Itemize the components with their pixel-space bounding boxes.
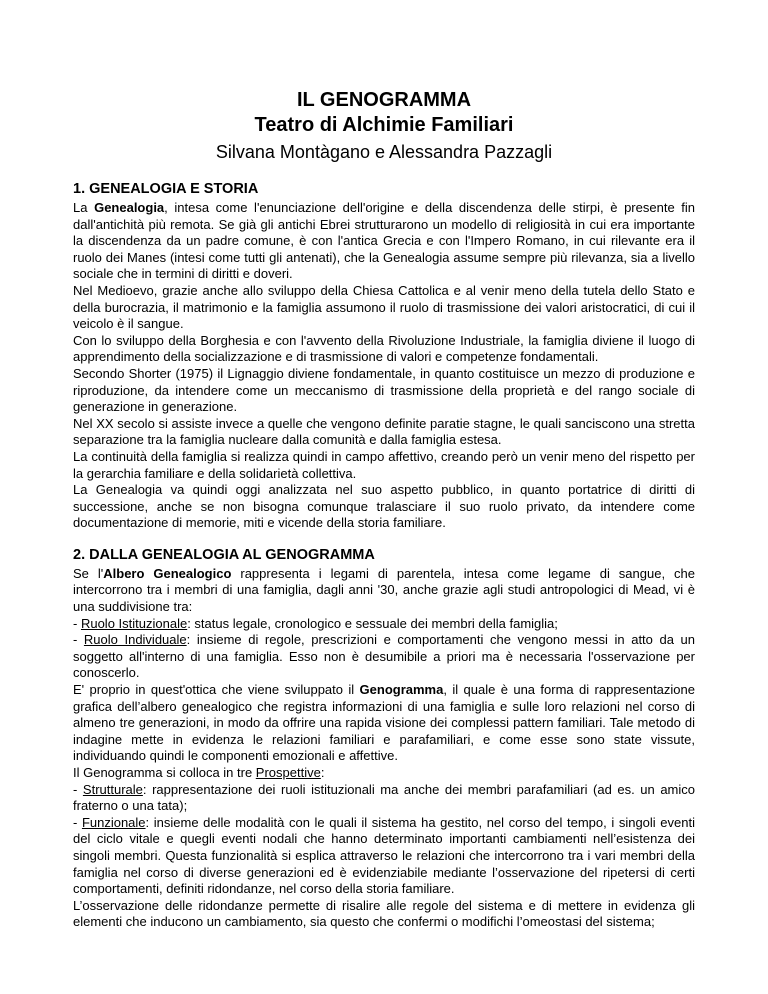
- text-run: : insieme di regole, prescrizioni e comportamenti che vengono messi in atto da un soggetto all'interno di una famiglia. Esso non è desumibile a priori ma è necessaria l'osservazione per conoscerlo.: [73, 632, 695, 681]
- list-dash: -: [73, 632, 84, 648]
- list-item-ruolo-individuale: [73, 632, 695, 682]
- text-run: E' proprio in quest'ottica che viene sviluppato il: [73, 682, 360, 698]
- section1-paragraph-4: Secondo Shorter (1975) il Lignaggio diviene fondamentale, in quanto costituisce un mezzo di produzione e riproduzione, da intendere come un meccanismo di trasmissione della proprietà e del rango sociale di generazione in generazione.: [73, 365, 695, 415]
- term-genealogia: Genealogia: [94, 200, 165, 215]
- list-dash: -: [73, 814, 82, 830]
- term-ruolo-istituzionale: Ruolo Istituzionale: [80, 615, 188, 631]
- doc-title: IL GENOGRAMMA: [296, 89, 472, 111]
- section1-paragraph-5: Nel XX secolo si assiste invece a quelle che vengono definite paratie stagne, le quali sanciscono una stretta separazione tra la famiglia nucleare dalla comunità e dalla famiglia estesa.: [73, 415, 695, 448]
- text-run: : insieme delle modalità con le quali il sistema ha gestito, nel corso del tempo, i singoli eventi del ciclo vitale e quegli eventi nodali che hanno determinato importanti cambiamenti nell’esistenza dei singoli membri. Questa funzionalità si esplica attraverso le relazioni che intercorrono tra i vari membri della famiglia nel corso di diverse generazioni ed è evidenziabile mediante l’osservazione del ripetersi di certi comportamenti, definiti ridondanze, nel corso della storia familiare.: [73, 814, 695, 897]
- section1-paragraph-1: [73, 200, 695, 283]
- list-dash: -: [73, 781, 83, 797]
- section2-paragraph-1: [73, 566, 695, 616]
- term-genogramma: Genogramma: [359, 682, 444, 698]
- list-item-ruolo-istituzionale: [73, 616, 695, 633]
- term-funzionale: Funzionale: [81, 814, 146, 830]
- text-run: : status legale, cronologico e sessuale dei membri della famiglia;: [187, 615, 558, 631]
- section2-paragraph-2: [73, 682, 695, 765]
- section2-paragraph-4: L’osservazione delle ridondanze permette di risalire alle regole del sistema e di mettere in evidenza gli elementi che inducono un cambiamento, sia questo che confermi o modifichi l’omeostasi del sistema;: [73, 897, 695, 930]
- text-run: La: [73, 200, 95, 215]
- list-dash: -: [73, 615, 81, 631]
- text-run: , intesa come l'enunciazione dell'origine e della discendenza delle stirpi, è presente fin dall'antichità più remota. Se già gli antichi Ebrei strutturarono un modello di religiosità in cui era importante la discendenza da un padre comune, è con l'antica Grecia e con l'Impero Romano, in cui rilevante era il ruolo dei Manes (intesi come tutti gli antenati), che la Genealogia assume sempre più rilevanza, sia a livello sociale che in termini di diritti e doveri.: [73, 200, 696, 282]
- list-item-strutturale: [73, 782, 695, 815]
- section2-paragraph-3: [73, 765, 695, 782]
- term-prospettive: Prospettive: [255, 765, 321, 780]
- text-run: Il Genogramma si colloca in tre: [73, 765, 256, 780]
- section1-paragraph-6: La continuità della famiglia si realizza quindi in campo affettivo, creando però un venir meno del rispetto per la gerarchia familiare e della solidarietà collettiva.: [73, 448, 695, 481]
- text-run: Se l': [73, 565, 104, 581]
- text-run: :: [320, 765, 325, 780]
- section1-paragraph-7: La Genealogia va quindi oggi analizzata nel suo aspetto pubblico, in quanto portatrice di diritti di successione, anche se non bisogna comunque tralasciare il suo ruolo privato, da intendere come documentazione di memorie, miti e vicende della storia familiare.: [73, 482, 695, 531]
- text-run: , il quale è una forma di rappresentazione grafica dell’albero genealogico che registra informazioni di una famiglia e sulle loro relazioni nel corso di almeno tre generazioni, in modo da offrire una rapida visione dei complessi pattern familiari. Tale metodo di indagine mette in evidenza le relazioni familiari e parafamiliari, e come esse sono state vissute, individuando quindi le componenti emozionali e affettive.: [73, 682, 695, 764]
- doc-subtitle: Teatro di Alchimie Familiari: [254, 114, 514, 136]
- term-albero-genealogico: Albero Genealogico: [103, 565, 232, 581]
- term-strutturale: Strutturale: [82, 781, 143, 797]
- section1-paragraph-2: Nel Medioevo, grazie anche allo sviluppo della Chiesa Cattolica e al venir meno della tutela dello Stato e della burocrazia, il matrimonio e la famiglia assumono il ruolo di trasmissione dei valori aristocratici, di cui il veicolo è il sangue.: [73, 282, 695, 332]
- section1-paragraph-3: Con lo sviluppo della Borghesia e con l'avvento della Rivoluzione Industriale, la famiglia diviene il luogo di apprendimento della socializzazione e di trasmissione di valori e competenze fondamentali.: [73, 332, 695, 365]
- list-item-funzionale: [73, 815, 695, 898]
- section1-heading: 1. GENEALOGIA E STORIA: [73, 181, 259, 197]
- text-run: rappresenta i legami di parentela, intesa come legame di sangue, che intercorrono tra i membri di una famiglia, dagli anni '30, anche grazie agli studi antropologici di Mead, vi è una suddivisione tra:: [73, 565, 695, 615]
- term-ruolo-individuale: Ruolo Individuale: [83, 632, 187, 648]
- doc-authors: Silvana Montàgano e Alessandra Pazzagli: [215, 142, 553, 162]
- section2-heading: 2. DALLA GENEALOGIA AL GENOGRAMMA: [73, 546, 375, 563]
- text-run: : rappresentazione dei ruoli istituzionali ma anche dei membri parafamiliari (ad es. un amico fraterno o una tata);: [73, 781, 695, 814]
